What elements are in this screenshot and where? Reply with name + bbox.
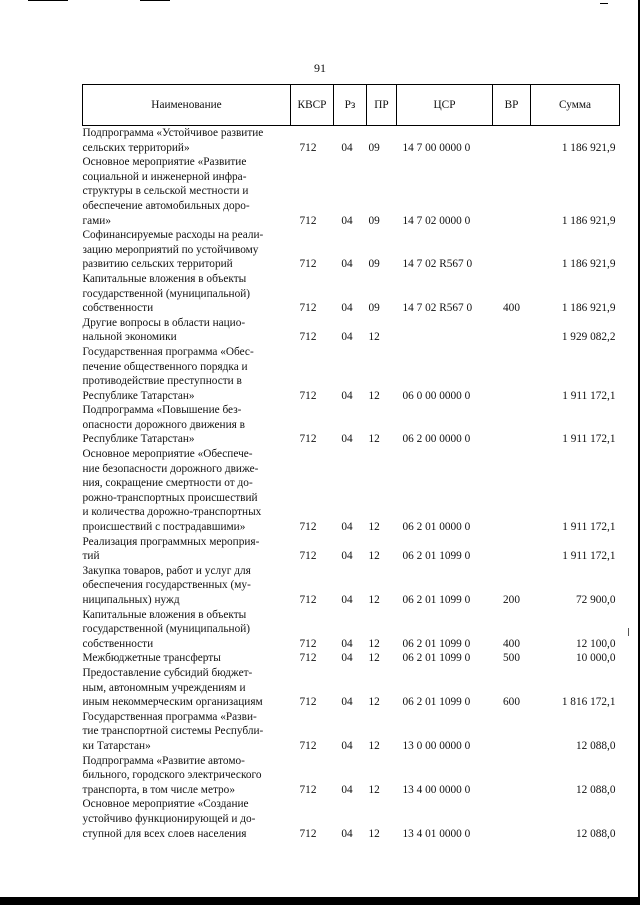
- row-pr: 09: [368, 302, 380, 315]
- row-sum: 12 088,0: [575, 739, 616, 752]
- row-vr: [493, 155, 531, 228]
- row-pr: 12: [368, 739, 380, 752]
- row-rz: 04: [341, 696, 353, 709]
- row-csr: 06 2 01 1099 0: [402, 637, 471, 650]
- row-kvsr: 712: [299, 258, 317, 271]
- row-name-line: ниципальных) нужд: [82, 594, 180, 606]
- table-row: [83, 666, 620, 710]
- row-name-line: Подпрограмма «Повышение без-: [82, 404, 242, 417]
- row-sum: 72 900,0: [575, 594, 616, 606]
- row-vr: [493, 345, 531, 403]
- row-name-line: собственности: [82, 302, 154, 315]
- row-name: [83, 345, 291, 403]
- row-name-line: тий: [82, 550, 100, 563]
- row-rz: 04: [341, 302, 353, 315]
- row-sum: 1 911 172,1: [562, 389, 616, 402]
- row-name-line: Подпрограмма «Развитие автомо-: [82, 754, 245, 767]
- row-name-line: гами»: [82, 214, 111, 227]
- row-sum: 1 911 172,1: [562, 521, 616, 534]
- scan-bottom-edge: [0, 897, 640, 905]
- row-name-line: обеспечения государственных (му-: [82, 579, 251, 592]
- row-kvsr: 712: [299, 214, 317, 227]
- row-rz: 04: [341, 433, 353, 446]
- row-vr: 600: [503, 696, 520, 709]
- row-kvsr: 712: [299, 389, 317, 402]
- table-header: [83, 85, 620, 126]
- row-sum: 1 186 921,9: [561, 302, 616, 315]
- row-name: [83, 155, 291, 228]
- table-row: [83, 228, 620, 272]
- row-pr: 09: [368, 141, 380, 154]
- row-pr: 12: [368, 521, 380, 534]
- row-name-line: обеспечение автомобильных доро-: [82, 199, 250, 212]
- scan-top-artifact: [0, 0, 640, 3]
- row-rz: 04: [341, 637, 353, 650]
- row-name-line: транспорта, в том числе метро»: [82, 783, 235, 796]
- row-rz: 04: [341, 739, 353, 752]
- row-name: [83, 316, 291, 345]
- row-rz: 04: [341, 652, 353, 665]
- row-csr: 13 4 00 0000 0: [402, 783, 471, 796]
- row-kvsr: 712: [299, 331, 317, 344]
- row-name-line: опасности дорожного движения в: [82, 418, 245, 431]
- row-pr: 09: [368, 214, 380, 227]
- row-csr: 06 2 01 1099 0: [402, 696, 471, 709]
- header-kvsr: КВСР: [291, 85, 334, 126]
- row-rz: 04: [341, 141, 353, 154]
- row-name-line: Предоставление субсидий бюджет-: [82, 666, 253, 679]
- row-vr: [493, 316, 531, 345]
- table-row: [83, 710, 620, 754]
- row-name: [83, 666, 291, 710]
- header-rz: Рз: [334, 85, 367, 126]
- row-pr: 12: [368, 652, 380, 665]
- row-name-line: тие транспортной системы Республи-: [82, 725, 264, 738]
- row-rz: 04: [341, 214, 353, 227]
- row-name-line: государственной (муниципальной): [82, 287, 251, 300]
- row-pr: 12: [368, 637, 380, 650]
- row-sum: 12 088,0: [575, 827, 616, 840]
- row-pr: 12: [368, 827, 380, 840]
- row-name-line: Основное мероприятие «Развитие: [82, 156, 247, 169]
- row-name: [83, 651, 291, 666]
- row-sum: 12 088,0: [575, 783, 616, 796]
- table-body: [83, 126, 620, 842]
- header-pr: ПР: [367, 85, 397, 126]
- row-name-line: противодействие преступности в: [82, 375, 242, 388]
- page-number: 91: [314, 61, 326, 75]
- row-name-line: иным некоммерческим организациям: [82, 696, 263, 709]
- table-row: [83, 797, 620, 841]
- row-kvsr: 712: [299, 433, 317, 446]
- row-name: [83, 797, 291, 841]
- row-sum: 1 911 172,1: [562, 433, 616, 446]
- row-name-line: бильного, городского электрического: [82, 769, 262, 782]
- row-vr: 400: [503, 637, 520, 650]
- row-pr: 12: [368, 389, 380, 402]
- table-row: [83, 754, 620, 798]
- row-kvsr: 712: [299, 696, 317, 709]
- row-vr: [493, 797, 531, 841]
- row-name: [83, 564, 291, 608]
- row-name-line: Межбюджетные трансферты: [82, 652, 221, 665]
- row-csr: 14 7 02 R567 0: [402, 302, 473, 315]
- row-name-line: Республике Татарстан»: [82, 389, 195, 402]
- row-name-line: Закупка товаров, работ и услуг для: [82, 564, 251, 577]
- budget-table: [82, 84, 620, 841]
- row-rz: 04: [341, 389, 353, 402]
- row-kvsr: 712: [299, 652, 317, 665]
- row-name-line: структуры в сельской местности и: [82, 185, 249, 198]
- row-name-line: ступной для всех слоев населения: [82, 827, 247, 840]
- row-name-line: ния, сокращение смертности от до-: [82, 477, 253, 490]
- row-vr: 200: [503, 594, 520, 606]
- row-sum: 1 186 921,9: [561, 141, 616, 154]
- table-row: [83, 272, 620, 316]
- row-name-line: зацию мероприятий по устойчивому: [82, 243, 259, 256]
- row-rz: 04: [341, 550, 353, 563]
- header-name: Наименование: [83, 85, 291, 126]
- row-name-line: Капитальные вложения в объекты: [82, 272, 247, 285]
- row-name-line: ным, автономным учреждениям и: [82, 681, 246, 694]
- row-pr: 12: [368, 594, 380, 606]
- row-pr: 12: [368, 550, 380, 563]
- row-sum: 1 816 172,1: [561, 696, 616, 709]
- row-name-line: Республике Татарстан»: [82, 433, 195, 446]
- row-csr: 13 4 01 0000 0: [402, 827, 471, 840]
- table-row: [83, 564, 620, 608]
- row-name-line: Основное мероприятие «Создание: [82, 798, 249, 811]
- row-sum: 1 929 082,2: [561, 331, 616, 344]
- row-sum: 1 186 921,9: [561, 214, 616, 227]
- row-kvsr: 712: [299, 550, 317, 563]
- table-row: [83, 608, 620, 652]
- row-name-line: ки Татарстан»: [82, 739, 151, 752]
- row-kvsr: 712: [299, 783, 317, 796]
- row-name-line: нальной экономики: [82, 331, 177, 344]
- row-name-line: и количества дорожно-транспортных: [82, 506, 262, 519]
- row-kvsr: 712: [299, 302, 317, 315]
- row-name: [83, 535, 291, 564]
- row-kvsr: 712: [299, 594, 317, 606]
- row-name-line: рожно-транспортных происшествий: [82, 491, 258, 504]
- row-csr: 13 0 00 0000 0: [402, 739, 471, 752]
- row-kvsr: 712: [299, 141, 317, 154]
- row-name-line: сельских территорий»: [82, 141, 190, 154]
- row-csr: 14 7 02 0000 0: [402, 214, 471, 227]
- row-pr: 12: [368, 433, 380, 446]
- row-name: [83, 126, 291, 156]
- table-row: [83, 447, 620, 535]
- row-name: [83, 754, 291, 798]
- row-name-line: Государственная программа «Разви-: [82, 710, 257, 723]
- row-name-line: Капитальные вложения в объекты: [82, 608, 247, 621]
- row-name-line: государственной (муниципальной): [82, 623, 251, 636]
- row-rz: 04: [341, 783, 353, 796]
- table-row: [83, 535, 620, 564]
- row-vr: [493, 535, 531, 564]
- row-pr: 09: [368, 258, 380, 271]
- row-name-line: происшествий с пострадавшими»: [82, 521, 246, 534]
- row-name: [83, 710, 291, 754]
- row-name: [83, 447, 291, 535]
- row-csr: [397, 316, 493, 345]
- row-kvsr: 712: [299, 827, 317, 840]
- row-vr: [493, 754, 531, 798]
- row-pr: 12: [368, 783, 380, 796]
- row-name-line: развитию сельских территорий: [82, 258, 233, 271]
- row-name-line: ние безопасности дорожного движе-: [82, 462, 259, 475]
- table-row: [83, 316, 620, 345]
- table-row: [83, 126, 620, 156]
- row-vr: [493, 447, 531, 535]
- row-kvsr: 712: [299, 739, 317, 752]
- row-rz: 04: [341, 594, 353, 606]
- scan-corner-artifact: [600, 3, 608, 4]
- row-kvsr: 712: [299, 637, 317, 650]
- row-name-line: Софинансируемые расходы на реали-: [82, 229, 264, 242]
- row-name-line: Другие вопросы в области нацио-: [82, 316, 246, 329]
- row-name-line: печение общественного порядка и: [82, 360, 248, 373]
- row-csr: 06 2 01 1099 0: [402, 594, 471, 606]
- row-name-line: Подпрограмма «Устойчивое развитие: [82, 127, 264, 139]
- table-row: [83, 155, 620, 228]
- scan-line-artifact: [140, 0, 170, 1]
- row-csr: 14 7 00 0000 0: [402, 141, 471, 154]
- row-csr: 06 2 01 0000 0: [402, 521, 471, 534]
- row-pr: 12: [368, 331, 380, 344]
- table-row: [83, 403, 620, 447]
- row-vr: 400: [503, 302, 520, 315]
- row-name-line: Государственная программа «Обес-: [82, 345, 254, 358]
- row-rz: 04: [341, 331, 353, 344]
- row-sum: 1 911 172,1: [562, 550, 616, 563]
- row-pr: 12: [368, 696, 380, 709]
- header-vr: ВР: [493, 85, 531, 126]
- row-vr: 500: [503, 652, 520, 665]
- scan-mark-artifact: [628, 628, 629, 636]
- row-kvsr: 712: [299, 521, 317, 534]
- row-name-line: социальной и инженерной инфра-: [82, 170, 247, 183]
- row-name-line: Реализация программных мероприя-: [82, 535, 260, 548]
- row-name-line: собственности: [82, 637, 154, 650]
- row-rz: 04: [341, 258, 353, 271]
- row-name: [83, 403, 291, 447]
- row-sum: 1 186 921,9: [561, 258, 616, 271]
- row-vr: [493, 228, 531, 272]
- scan-line-artifact: [28, 0, 68, 1]
- table-row: [83, 651, 620, 666]
- row-name: [83, 272, 291, 316]
- header-csr: ЦСР: [397, 85, 493, 126]
- row-name-line: устойчиво функционирующей и до-: [82, 812, 256, 825]
- row-name: [83, 608, 291, 652]
- row-rz: 04: [341, 827, 353, 840]
- row-rz: 04: [341, 521, 353, 534]
- row-vr: [493, 403, 531, 447]
- row-name-line: Основное мероприятие «Обеспече-: [82, 448, 253, 461]
- table-row: [83, 345, 620, 403]
- row-csr: 06 2 01 1099 0: [402, 652, 471, 665]
- row-vr: [493, 710, 531, 754]
- row-sum: 10 000,0: [575, 652, 616, 665]
- row-name: [83, 228, 291, 272]
- row-csr: 06 2 01 1099 0: [402, 550, 471, 563]
- header-sum: Сумма: [531, 85, 620, 126]
- row-sum: 12 100,0: [575, 637, 616, 650]
- row-csr: 06 2 00 0000 0: [402, 433, 471, 446]
- row-csr: 06 0 00 0000 0: [402, 389, 471, 402]
- row-csr: 14 7 02 R567 0: [402, 258, 473, 271]
- row-vr: [493, 126, 531, 156]
